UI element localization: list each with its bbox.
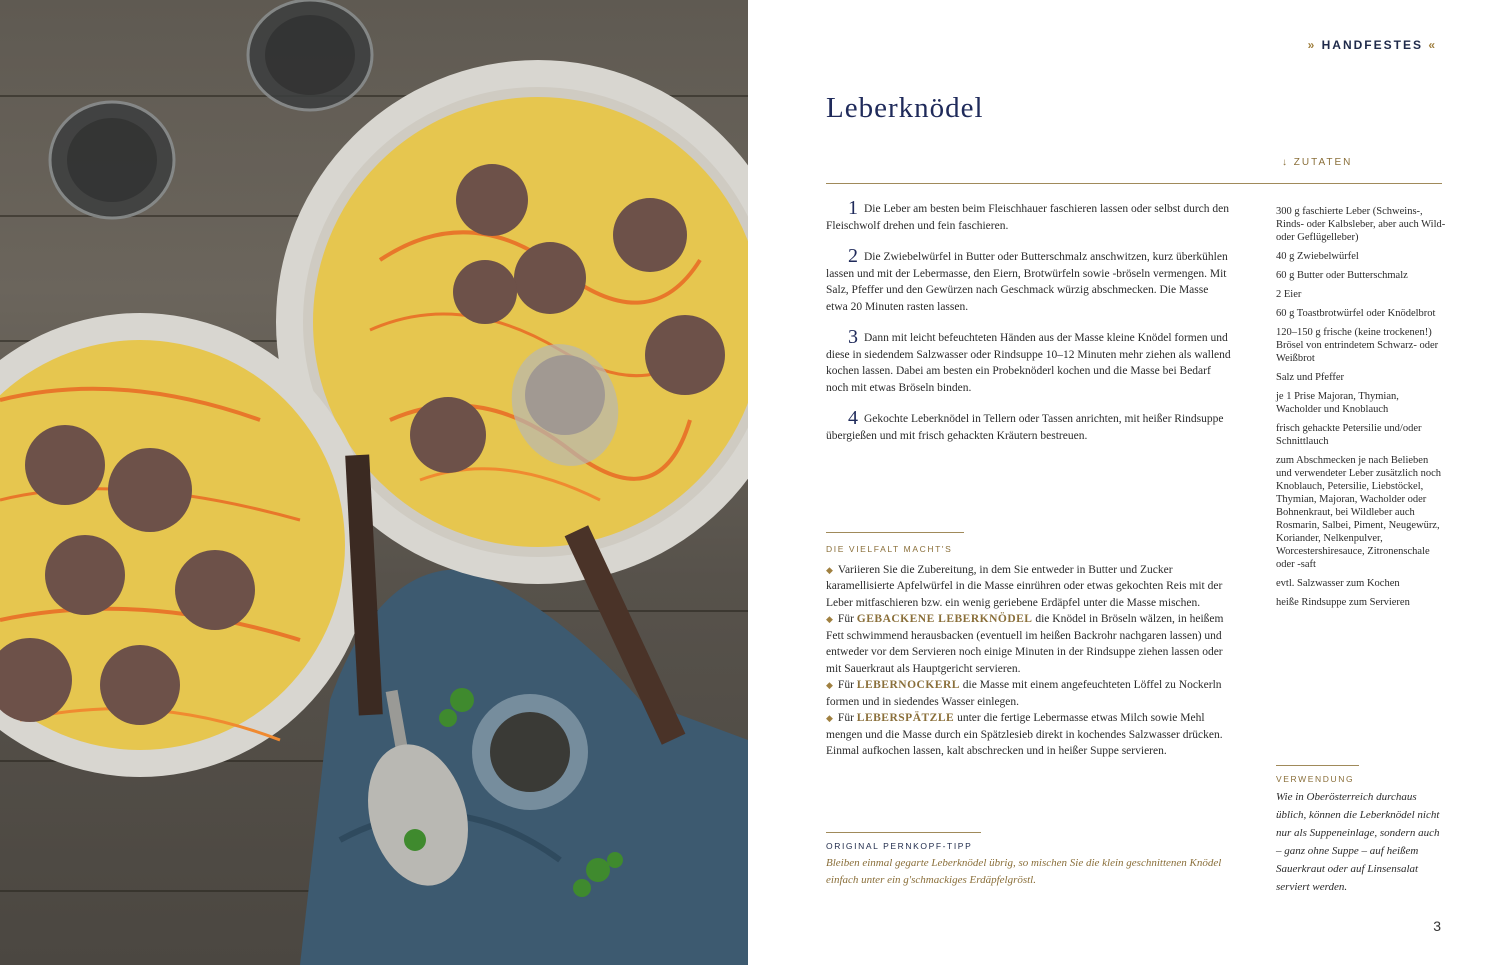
step (826, 407, 1231, 444)
photo-illustration (0, 0, 748, 965)
divider-rule (1276, 765, 1359, 766)
recipe-title: Leberknödel (826, 92, 984, 124)
step-text: Die Leber am besten beim Fleischhauer faschieren lassen oder selbst durch den Fleischwolf drehen und fein faschieren. (826, 203, 1229, 232)
usage-box (1276, 765, 1446, 896)
step (826, 197, 1231, 234)
divider-rule (826, 532, 964, 533)
step-text: Gekochte Leberknödel in Tellern oder Tassen anrichten, mit heißer Rindsuppe übergießen und mit frisch gehackten Kräutern bestreuen. (826, 413, 1224, 442)
variation-highlight: LEBERNOCKERL (856, 679, 960, 691)
usage-text: Wie in Oberösterreich durchaus üblich, können die Leberknödel nicht nur als Suppeneinlage, sondern auch – ganz ohne Suppe – auf heißem Sauerkraut oder auf Linsensalat serviert werden. (1276, 791, 1440, 893)
ingredient: 120–150 g frische (keine trockenen!) Brösel von entrindetem Schwarz- oder Weißbrot (1276, 327, 1439, 364)
ingredient: evtl. Salzwasser zum Kochen (1276, 578, 1400, 589)
step-text: Die Zwiebelwürfel in Butter oder Butterschmalz anschwitzen, kurz überkühlen lassen und mit der Lebermasse, den Eiern, Brotwürfeln sowie -bröseln vermengen. Mit Salz, Pfeffer und den Gewürzen nach Geschmack würzig abschmecken. Die Masse etwa 20 Minuten rasten lassen. (826, 251, 1228, 313)
step-number: 2 (848, 245, 858, 267)
ingredient: 2 Eier (1276, 289, 1302, 300)
divider-rule (826, 183, 1442, 184)
ingredients-heading: ↓ ZUTATEN (1282, 157, 1353, 168)
ingredient: heiße Rindsuppe zum Servieren (1276, 597, 1410, 608)
ingredient: frisch gehackte Petersilie und/oder Schnittlauch (1276, 423, 1422, 447)
ingredients-list (1276, 205, 1446, 615)
diamond-icon: ◆ (826, 713, 833, 723)
pepper-dish (472, 694, 588, 810)
step-number: 3 (848, 326, 858, 348)
page-number: 3 (1433, 918, 1441, 934)
step-number: 1 (848, 197, 858, 219)
method-steps (826, 197, 1231, 458)
variations-box (826, 532, 1231, 760)
variation-highlight: LEBERSPÄTZLE (856, 712, 955, 724)
variation-item: ◆ Für LEBERNOCKERL die Masse mit einem angefeuchteten Löffel zu Nockerln formen und in siedendes Wasser einlegen. (826, 679, 1222, 708)
variation-highlight: GEBACKENE LEBERKNÖDEL (856, 613, 1033, 625)
section-tag (1308, 38, 1437, 52)
ingredient: zum Abschmecken je nach Belieben und verwendeter Leber zusätzlich noch Knoblauch, Petersilie, Liebstöckel, Thymian, Majoran, Wacholder oder Bohnenkraut, bei Wildleber auch Rosmarin, Salbei, Piment, Neugewürz, Koriander, Nelkenpulver, Worcestershiresauce, Zitronenschale oder -saft (1276, 455, 1442, 570)
recipe-page (748, 0, 1497, 965)
water-glass (50, 102, 174, 218)
diamond-icon: ◆ (826, 614, 833, 624)
open-quote: » (1307, 38, 1317, 52)
ingredient: je 1 Prise Majoran, Thymian, Wacholder und Knoblauch (1276, 391, 1399, 415)
diamond-icon: ◆ (826, 564, 833, 575)
variation-item: ◆ Für GEBACKENE LEBERKNÖDEL die Knödel in Bröseln wälzen, in heißem Fett schwimmend herausbacken (eventuell im heißen Backrohr nachgaren lassen) und entweder vor dem Servieren noch einige Minuten in der Rindsuppe ziehen lassen oder mit Sauerkraut als Hauptgericht servieren. (826, 613, 1224, 675)
variation-item: ◆ Für LEBERSPÄTZLE unter die fertige Lebermasse etwas Milch sowie Mehl mengen und die Masse durch ein Spätzlesieb direkt in kochendes Salzwasser drücken. Einmal aufkochen lassen, kalt abschrecken und in heißer Suppe servieren. (826, 712, 1223, 757)
ingredient: 40 g Zwiebelwürfel (1276, 251, 1359, 262)
close-quote: « (1428, 38, 1437, 52)
usage-heading: VERWENDUNG (1276, 774, 1355, 784)
tip-box (826, 832, 1246, 889)
step-text: Dann mit leicht befeuchteten Händen aus der Masse kleine Knödel formen und diese in siedendem Salzwasser oder Rindsuppe 10–12 Minuten mehr ziehen als wallend kochen lassen. Dabei am besten ein Probeknöderl kochen und die Masse bei Bedarf noch mit etwas Bröseln binden. (826, 332, 1231, 394)
ingredient: 300 g faschierte Leber (Schweins-, Rinds- oder Kalbsleber, aber auch Wild- oder Geflügelleber) (1276, 206, 1446, 243)
variation-item: ◆ Variieren Sie die Zubereitung, in dem Sie entweder in Butter und Zucker karamellisierte Apfelwürfel in die Masse einrühren oder etwas gekochten Reis mit der Leber mitfaschieren bzw. ein wenig geriebene Erdäpfel unter die Masse mischen. (826, 563, 1223, 609)
divider-rule (826, 832, 981, 833)
step-number: 4 (848, 407, 858, 429)
step (826, 245, 1231, 315)
ingredient: Salz und Pfeffer (1276, 372, 1345, 383)
ingredient: 60 g Toastbrotwürfel oder Knödelbrot (1276, 308, 1436, 319)
diamond-icon: ◆ (826, 680, 833, 690)
ingredient: 60 g Butter oder Butterschmalz (1276, 270, 1408, 281)
food-photo (0, 0, 748, 965)
tip-heading: ORIGINAL PERNKOPF-TIPP (826, 841, 973, 851)
tip-text: Bleiben einmal gegarte Leberknödel übrig, so mischen Sie die klein geschnittenen Knödel einfach unter ein g'schmackiges Erdäpfelgröstl. (826, 857, 1222, 886)
section-name: HANDFESTES (1321, 38, 1423, 52)
variations-heading: DIE VIELFALT MACHT'S (826, 544, 953, 554)
step (826, 326, 1231, 396)
water-glass (248, 0, 372, 110)
